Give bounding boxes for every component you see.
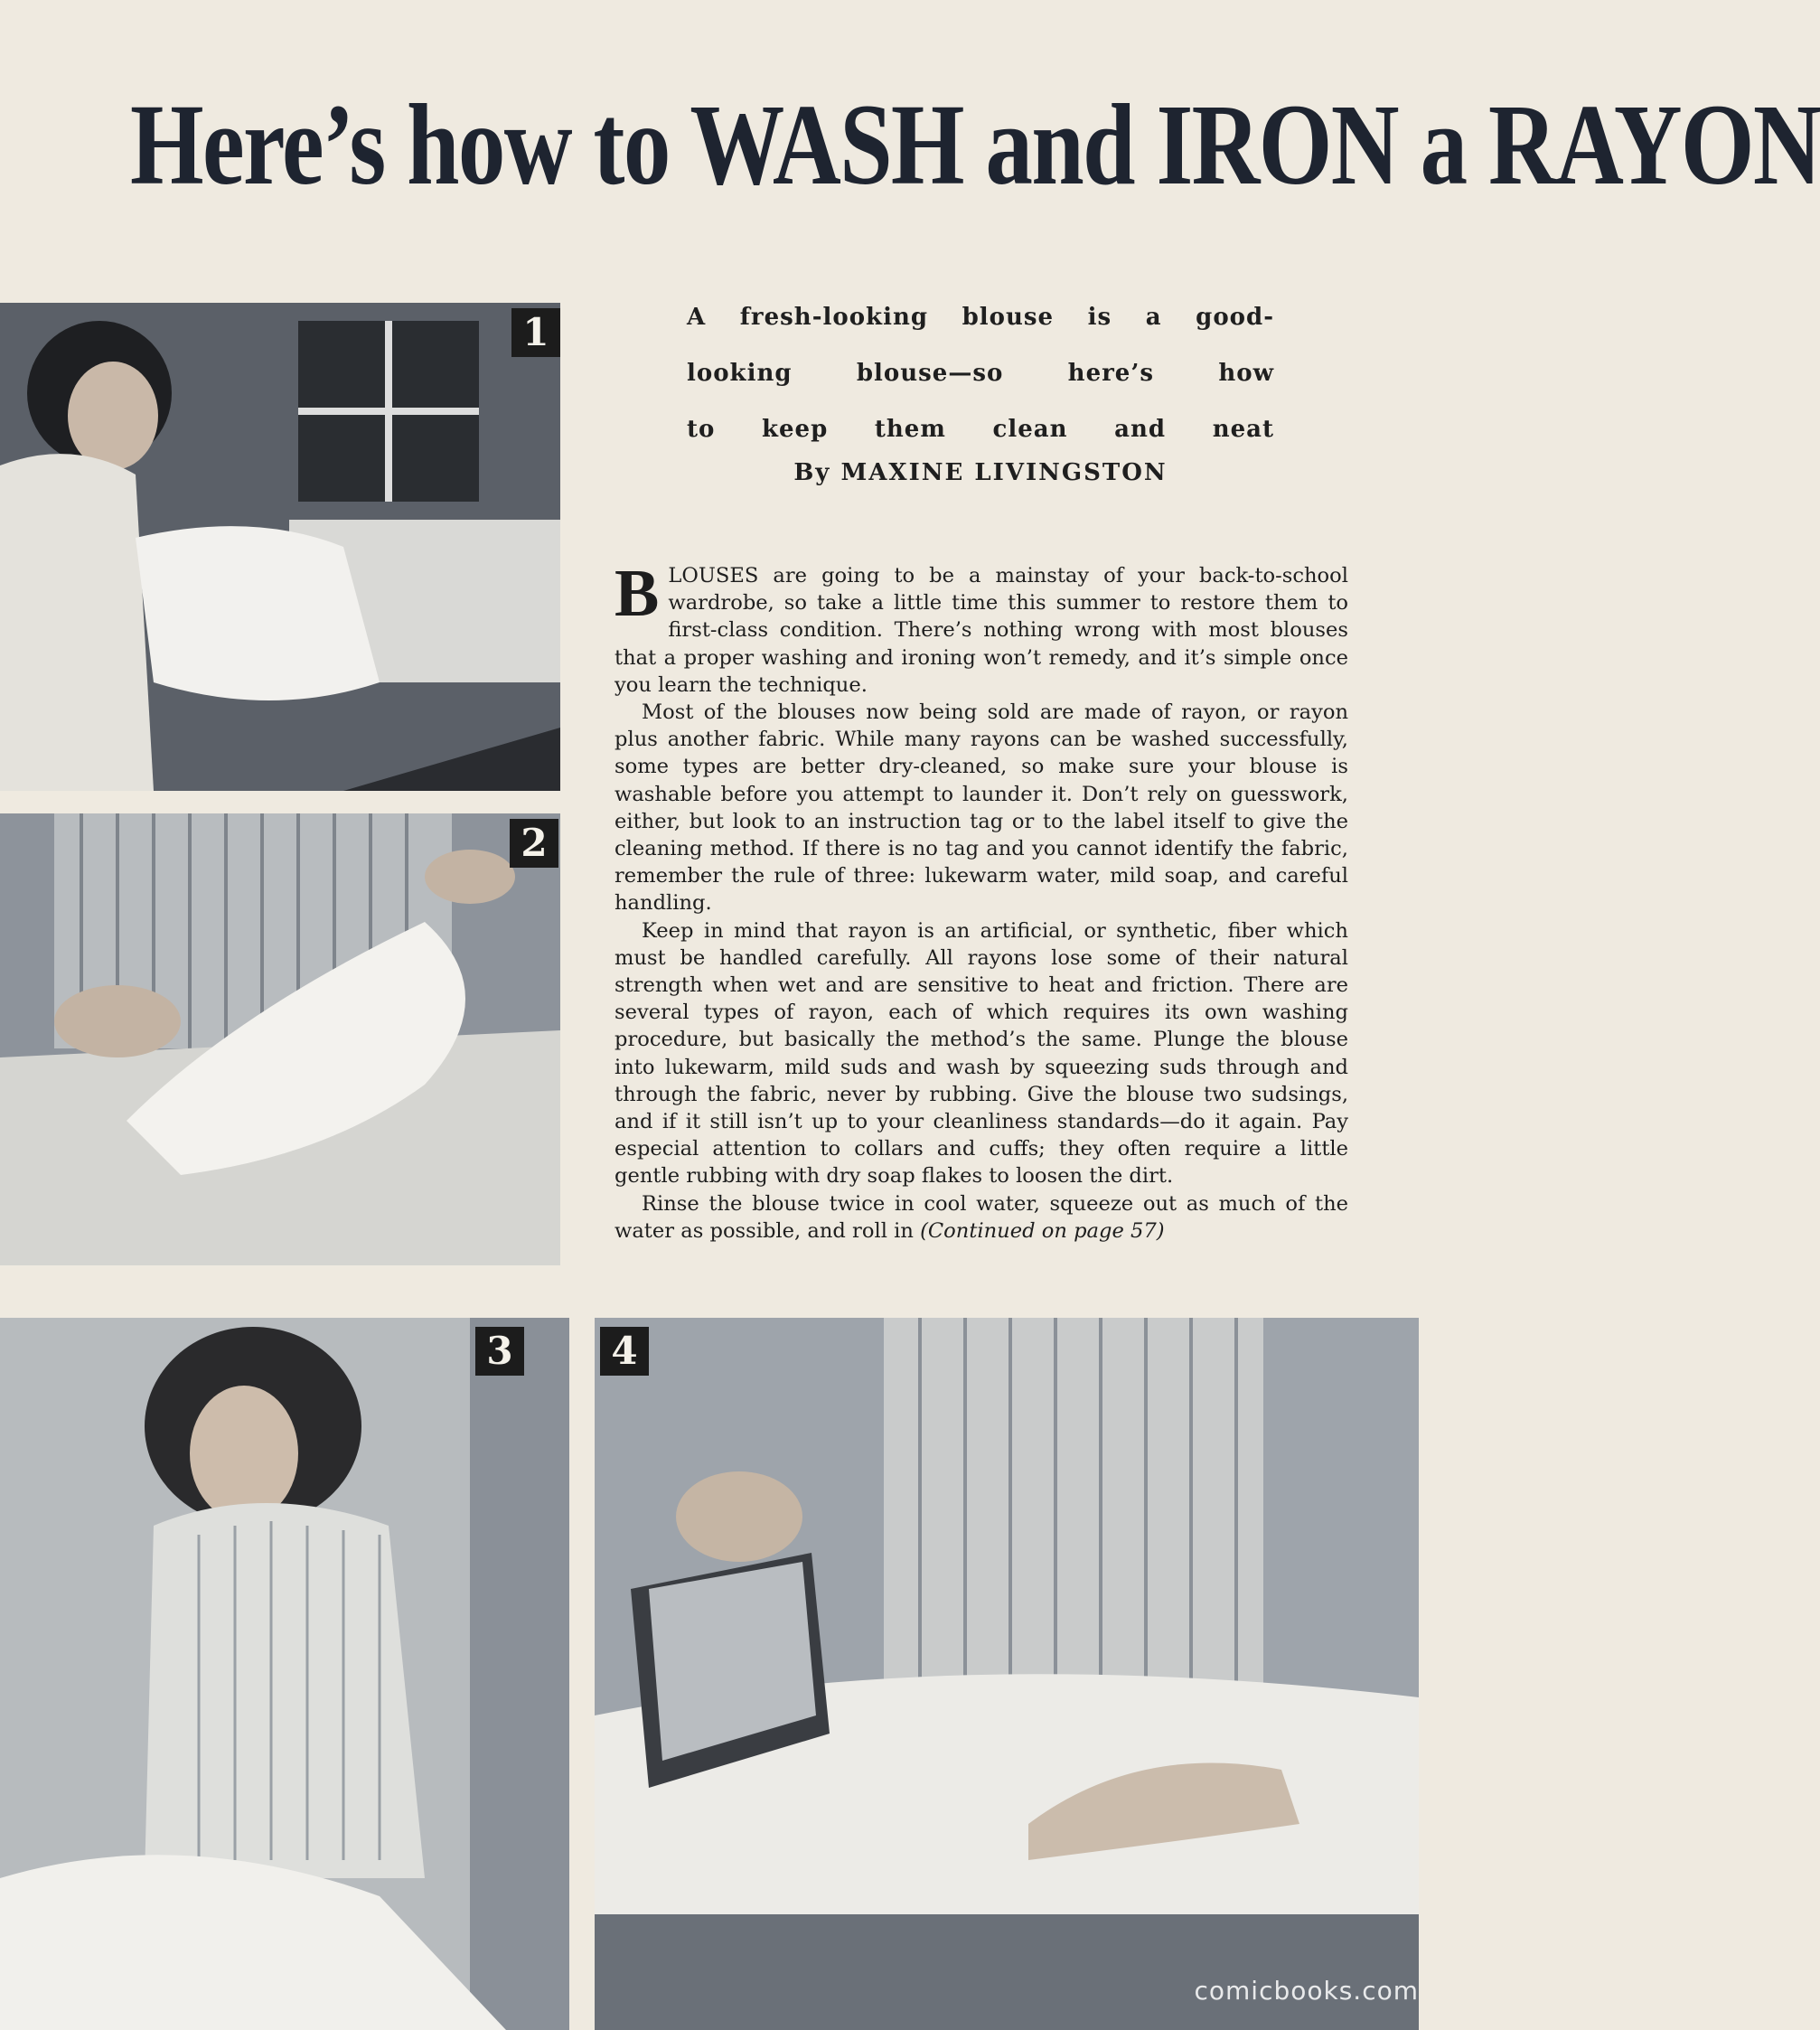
photo-1 [0, 303, 560, 791]
photo-2-illustration [0, 813, 560, 1265]
photo-2 [0, 813, 560, 1265]
paragraph-3: Keep in mind that rayon is an artificial, or synthetic, fiber which must be handled carefully. All rayons lose some of their natural strength when wet and are sensitive to heat and friction. There are several types of rayon, each of which requires its own washing procedure, but basically the method’s the same. Plunge the blouse into lukewarm, mild suds and wash by squeezing suds through and through the fabric, never by rubbing. Give the blouse two sudsings, and if it still isn’t up to your cleanliness standards—do it again. Pay especial attention to collars and cuffs; they often require a little gentle rubbing with dry soap flakes to loosen the dirt. [614, 918, 1348, 1189]
drop-cap: B [614, 557, 660, 631]
paragraph-4-text: Rinse the blouse twice in cool water, squeeze out as much of the water as possible, and roll in [614, 1191, 1348, 1243]
deck-line-1: A fresh-looking blouse is a good- [687, 304, 1274, 331]
byline-author: MAXINE LIVINGSTON [840, 459, 1168, 486]
article-body [614, 557, 1348, 1245]
paragraph-1-text: LOUSES are going to be a mainstay of your back-to-school wardrobe, so take a little time this summer to restore them to first-class condition. There’s nothing wrong with most blouses that a proper washing and ironing won’t remedy, and it’s simple once you learn the technique. [614, 564, 1348, 697]
photo-4-number-badge: 4 [600, 1327, 649, 1376]
paragraph-2: Most of the blouses now being sold are made of rayon, or rayon plus another fabric. While many rayons can be washed successfully, some types are better dry-cleaned, so make sure your blouse is washable before you attempt to launder it. Don’t rely on guesswork, either, but look to an instruction tag or to the label itself to give the cleaning method. If there is no tag and you cannot identify the fabric, remember the rule of three: lukewarm water, mild soap, and careful handling. [614, 700, 1348, 916]
paragraph-1 [614, 557, 1348, 699]
deck-line-3: to keep them clean and neat [687, 416, 1274, 443]
photo-3 [0, 1318, 569, 2030]
photo-2-number-badge: 2 [510, 819, 558, 868]
photo-3-illustration [0, 1318, 569, 2030]
byline [687, 459, 1274, 486]
article-deck [687, 289, 1274, 457]
continued-link[interactable]: (Continued on page 57) [920, 1218, 1165, 1243]
watermark: comicbooks.com [1194, 1976, 1419, 2006]
deck-line-2: looking blouse—so here’s how [687, 360, 1274, 387]
photo-1-illustration [0, 303, 560, 791]
byline-prefix: By [793, 459, 831, 486]
photo-3-number-badge: 3 [475, 1327, 524, 1376]
photo-1-number-badge: 1 [511, 308, 560, 357]
paragraph-4 [614, 1190, 1348, 1245]
photo-4 [595, 1318, 1419, 2030]
headline: Here’s how to WASH and IRON a RAYON [130, 80, 1820, 209]
photo-4-illustration [595, 1318, 1419, 2030]
